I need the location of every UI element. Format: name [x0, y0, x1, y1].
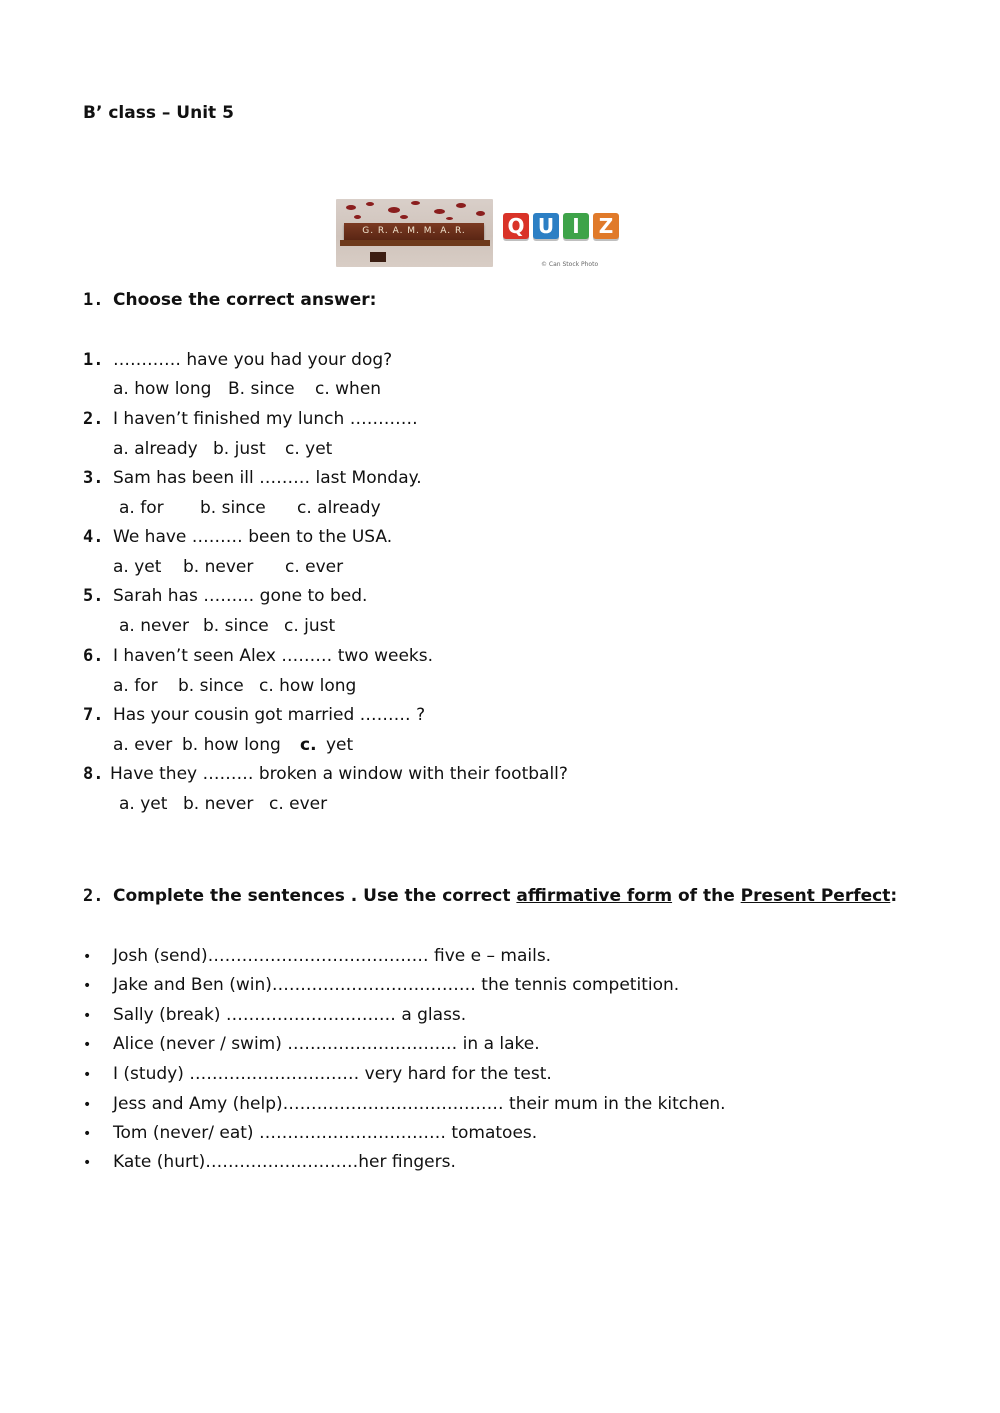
section1-heading: [83, 290, 376, 310]
question-1: 1. ………… have you had your dog?: [83, 350, 393, 370]
bullet-icon: •: [83, 1155, 92, 1171]
bullet-icon: •: [83, 1126, 92, 1142]
bullet-icon: •: [83, 1097, 92, 1113]
grammar-quiz-banner: [336, 199, 636, 269]
bullet-icon: •: [83, 1037, 92, 1053]
question-4: 4. We have ……… been to the USA.: [83, 527, 393, 547]
question-2: 2. I haven’t finished my lunch …………: [83, 409, 418, 429]
options-8: a. yet b. never c. ever: [119, 794, 328, 814]
list-item: • Sally (break) ………………………… a glass.: [83, 1005, 467, 1025]
affirmative-form-term: affirmative form: [516, 886, 673, 906]
quiz-tile-z: Z: [593, 213, 619, 239]
options-3: a. for b. since c. already: [119, 498, 381, 518]
section2-heading: 2. Complete the sentences . Use the correct affirmative form of the Present Perfect:: [83, 886, 898, 906]
question-5: 5. Sarah has ……… gone to bed.: [83, 586, 368, 606]
quiz-tile-i: I: [563, 213, 589, 239]
options-5: a. never b. since c. just: [119, 616, 336, 636]
question-8: 8. Have they ……… broken a window with their football?: [83, 764, 568, 784]
options-7: a. ever b. how long c. yet: [113, 735, 354, 755]
bullet-icon: •: [83, 1008, 92, 1024]
bullet-icon: •: [83, 1067, 92, 1083]
section2-number: 2.: [83, 886, 104, 906]
list-item: • Kate (hurt)………………………her fingers.: [83, 1152, 456, 1172]
question-7: 7. Has your cousin got married ……… ?: [83, 705, 426, 725]
bullet-icon: •: [83, 949, 92, 965]
bullet-icon: •: [83, 978, 92, 994]
page-title: B’ class – Unit 5: [83, 103, 234, 123]
list-item: • Tom (never/ eat) …………………………… tomatoes.: [83, 1123, 538, 1143]
scrabble-photo: [336, 199, 493, 267]
list-item: • Jess and Amy (help)………………………………… their mum in the kitchen.: [83, 1094, 726, 1114]
question-6: 6. I haven’t seen Alex ……… two weeks.: [83, 646, 434, 666]
list-item: • Josh (send)………………………………… five e – mails.: [83, 946, 552, 966]
quiz-tile-q: Q: [503, 213, 529, 239]
section1-number: 1.: [83, 290, 104, 310]
present-perfect-term: Present Perfect: [740, 886, 891, 906]
list-item: • Alice (never / swim) ………………………… in a lake.: [83, 1034, 540, 1054]
section1-title: Choose the correct answer:: [113, 290, 377, 310]
list-item: • I (study) ………………………… very hard for the test.: [83, 1064, 552, 1084]
quiz-tile-u: U: [533, 213, 559, 239]
options-2: a. already b. just c. yet: [113, 439, 333, 459]
list-item: • Jake and Ben (win)……………………………… the tennis competition.: [83, 975, 680, 995]
question-3: 3. Sam has been ill ……… last Monday.: [83, 468, 422, 488]
grammar-tiles: G. R. A. M. M. A. R.: [344, 223, 484, 240]
photo-credit: © Can Stock Photo: [541, 261, 599, 268]
options-4: a. yet b. never c. ever: [113, 557, 344, 577]
options-6: a. for b. since c. how long: [113, 676, 357, 696]
options-1: a. how long B. since c. when: [113, 379, 382, 399]
